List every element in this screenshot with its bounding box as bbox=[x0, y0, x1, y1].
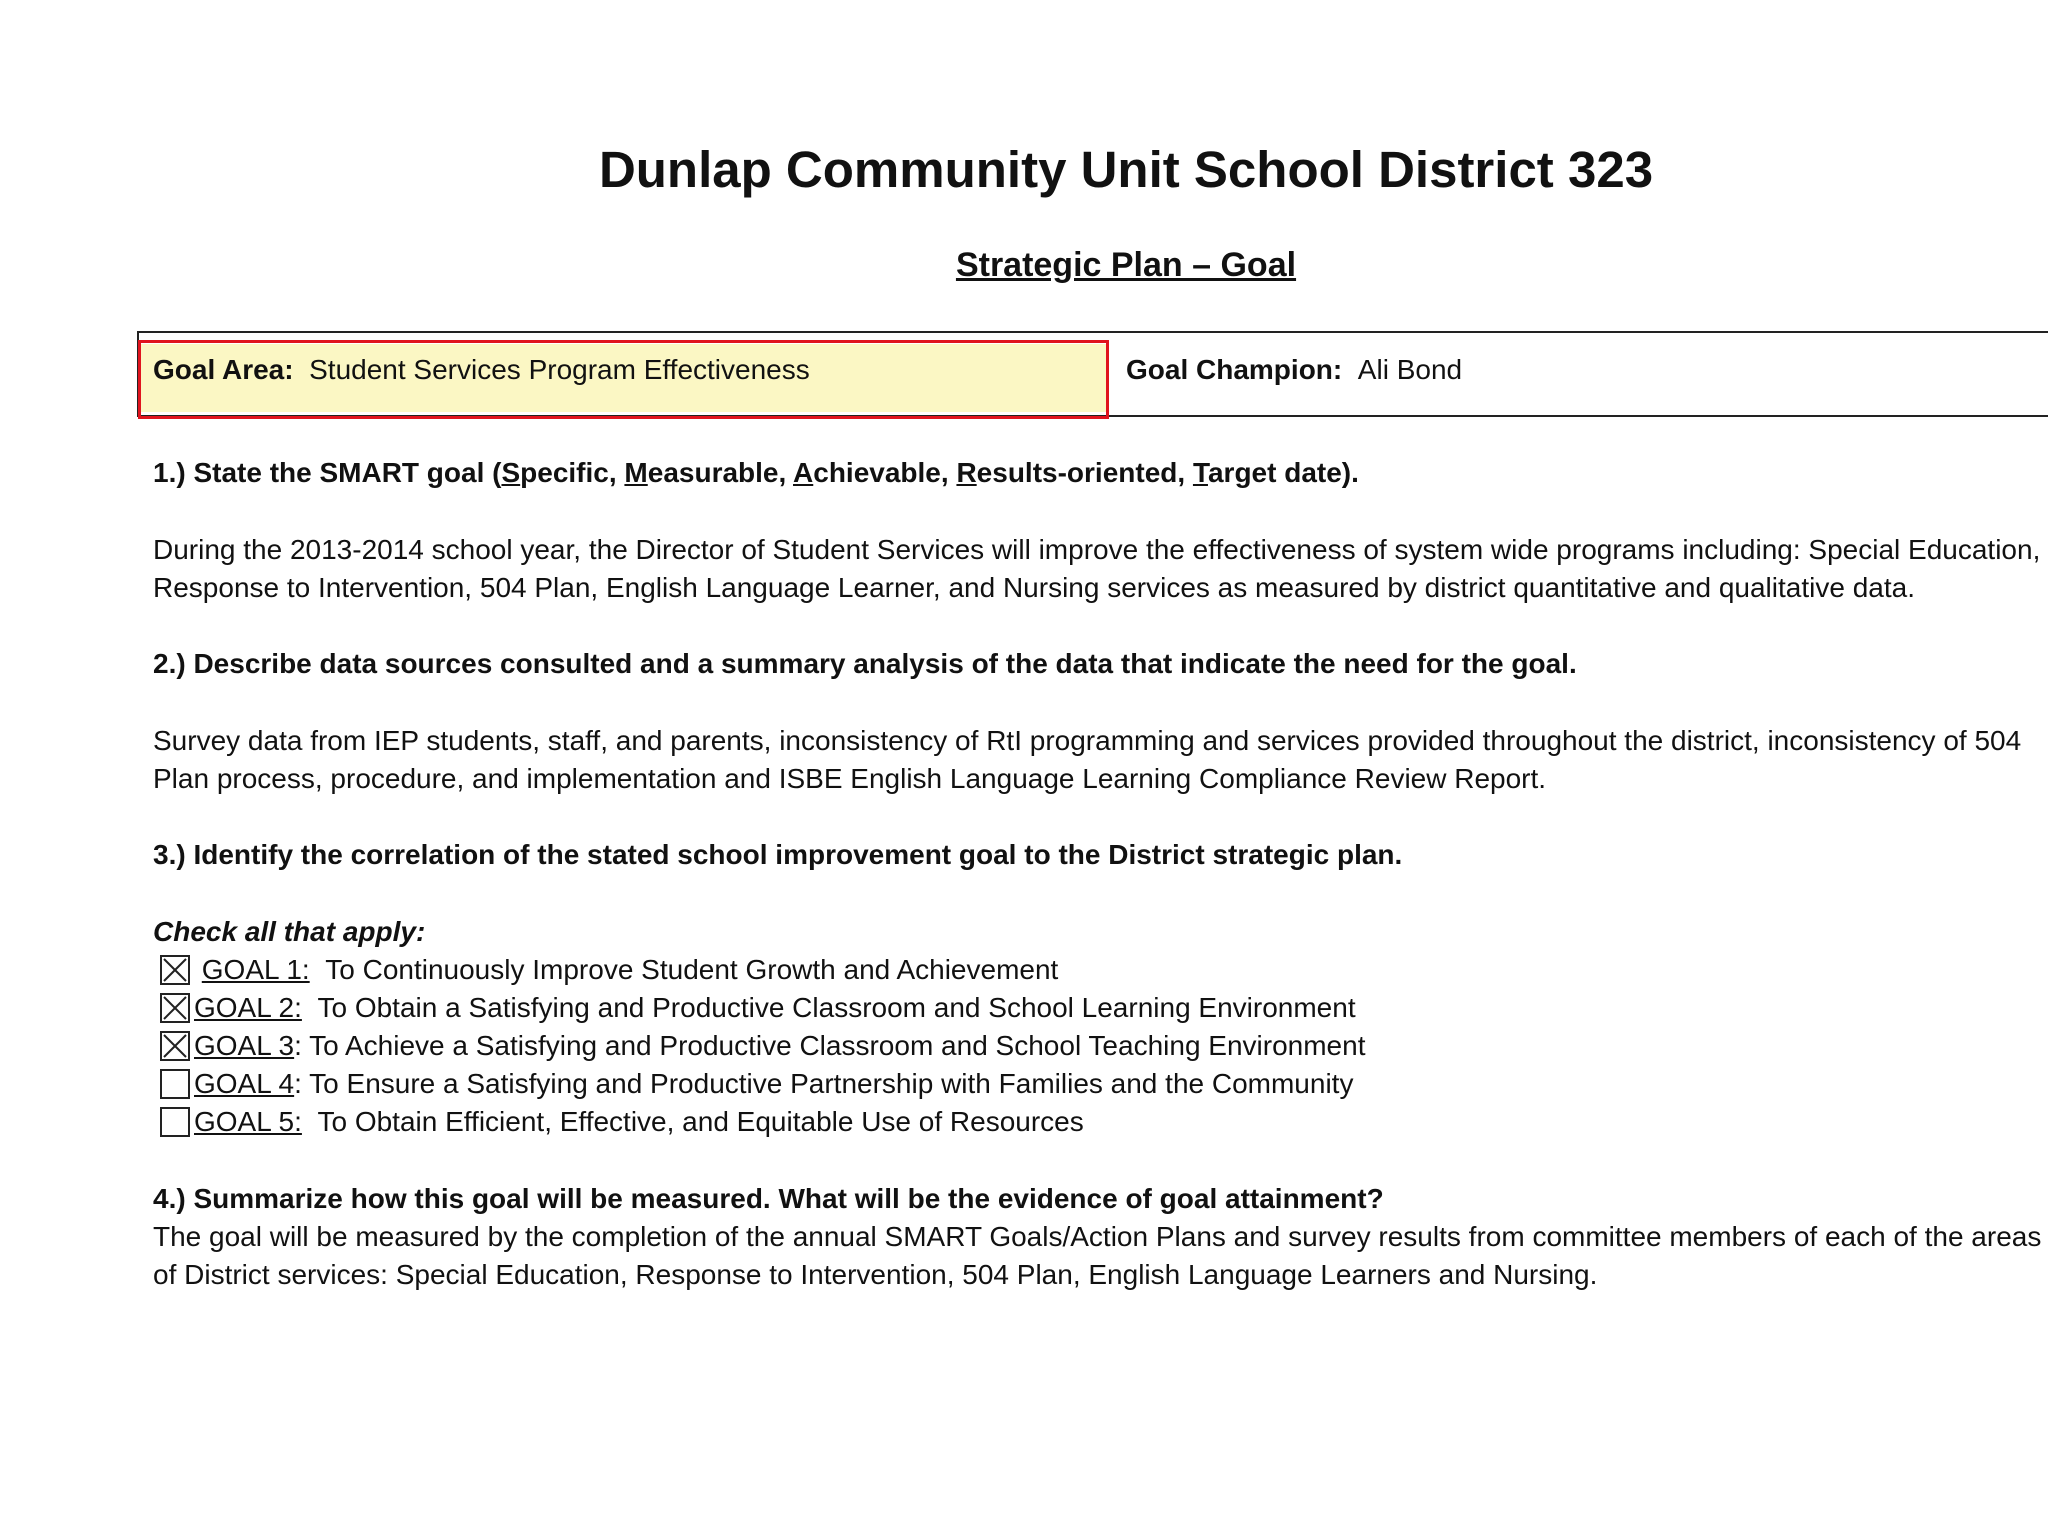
section2-body bbox=[153, 722, 2021, 798]
goal-champion-text bbox=[1126, 354, 1462, 386]
goal-5-text: To Obtain Efficient, Effective, and Equitable Use of Resources bbox=[317, 1106, 1084, 1137]
goal-1-item bbox=[160, 952, 1058, 988]
goal-5-checkbox[interactable] bbox=[160, 1107, 190, 1137]
goal-area-label: Goal Area: bbox=[153, 354, 294, 385]
section2-body-line2: Plan process, procedure, and implementation and ISBE English Language Learning Compliance Review Report. bbox=[153, 763, 1547, 794]
goal-champion-label: Goal Champion: bbox=[1126, 354, 1343, 385]
goal-4-item bbox=[160, 1066, 1353, 1102]
goal-2-checkbox[interactable] bbox=[160, 993, 190, 1023]
goal-area-text bbox=[153, 354, 810, 386]
goal-3-checkbox[interactable] bbox=[160, 1031, 190, 1061]
goal-2-text: To Obtain a Satisfying and Productive Classroom and School Learning Environment bbox=[317, 992, 1356, 1023]
section1-heading: 1.) State the SMART goal (Specific, Measurable, Achievable, Results-oriented, Target date). bbox=[153, 457, 1359, 488]
goal-2-item bbox=[160, 990, 1356, 1026]
section4-heading: 4.) Summarize how this goal will be measured. What will be the evidence of goal attainment? bbox=[153, 1183, 1384, 1214]
document-subtitle: Strategic Plan – Goal bbox=[955, 246, 1297, 284]
goal-1-code: GOAL 1: bbox=[201, 954, 310, 985]
goal-4-code: GOAL 4 bbox=[194, 1068, 295, 1099]
section1-body-line2: Response to Intervention, 504 Plan, English Language Learner, and Nursing services as measured by district quantitative and qualitative data. bbox=[153, 572, 1915, 603]
goal-3-text: : To Achieve a Satisfying and Productive Classroom and School Teaching Environment bbox=[294, 1030, 1366, 1061]
section4-body-line2: of District services: Special Education, Response to Intervention, 504 Plan, English Language Learners and Nursing. bbox=[153, 1259, 1598, 1290]
goal-5-item bbox=[160, 1104, 1084, 1140]
section4-body-line1: The goal will be measured by the completion of the annual SMART Goals/Action Plans and survey results from committee members of each of the areas bbox=[153, 1221, 2042, 1252]
goal-4-text: : To Ensure a Satisfying and Productive Partnership with Families and the Community bbox=[294, 1068, 1354, 1099]
section1-body bbox=[153, 531, 2040, 607]
section2-heading: 2.) Describe data sources consulted and a summary analysis of the data that indicate the need for the goal. bbox=[153, 648, 1577, 679]
goal-champion-value: Ali Bond bbox=[1357, 354, 1463, 385]
goal-3-code: GOAL 3 bbox=[194, 1030, 295, 1061]
goal-5-code: GOAL 5: bbox=[194, 1106, 302, 1137]
section1-body-line1: During the 2013-2014 school year, the Director of Student Services will improve the effectiveness of system wide programs including: Special Education, bbox=[153, 534, 2041, 565]
goal-4-checkbox[interactable] bbox=[160, 1069, 190, 1099]
document-title: Dunlap Community Unit School District 323 bbox=[598, 141, 1654, 198]
section4-body bbox=[153, 1218, 2041, 1294]
goal-2-code: GOAL 2: bbox=[194, 992, 302, 1023]
section2-body-line1: Survey data from IEP students, staff, and parents, inconsistency of RtI programming and services provided throughout the district, inconsistency of 504 bbox=[153, 725, 2022, 756]
goal-area-value: Student Services Program Effectiveness bbox=[309, 354, 810, 385]
goal-1-checkbox[interactable] bbox=[160, 955, 190, 985]
goal-1-text: To Continuously Improve Student Growth and Achievement bbox=[325, 954, 1059, 985]
section3-heading: 3.) Identify the correlation of the stated school improvement goal to the District strategic plan. bbox=[153, 839, 1403, 870]
check-all-label: Check all that apply: bbox=[153, 916, 426, 947]
goal-3-item bbox=[160, 1028, 1365, 1064]
